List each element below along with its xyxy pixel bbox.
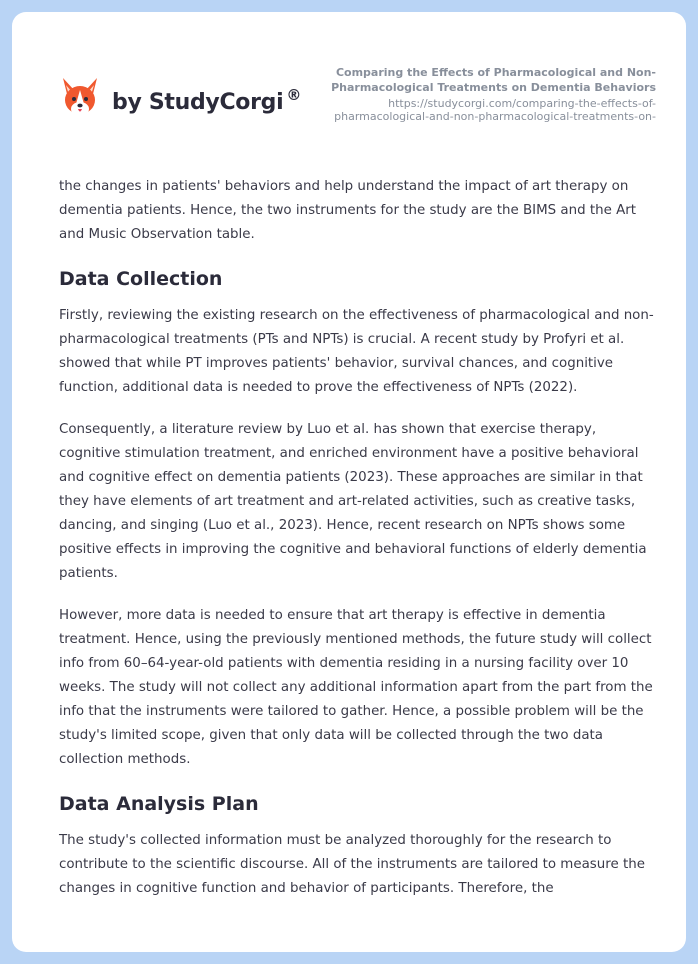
document-title: Comparing the Effects of Pharmacological and Non-Pharmacological Treatments on Dementia Behaviors [331, 66, 656, 94]
brand-name [112, 85, 302, 115]
document-page [12, 12, 686, 952]
brand-text: by StudyCorgi [112, 89, 284, 115]
paragraph-data-analysis-1: The study's collected information must be analyzed thoroughly for the research to contribute to the scientific discourse. All of the instruments are tailored to measure the changes in cognitive function and behavior of participants. Therefore, the [59, 833, 645, 896]
registered-mark: ® [286, 85, 302, 104]
document-reference [326, 66, 656, 123]
paragraph-data-collection-2: Consequently, a literature review by Luo et al. has shown that exercise therapy, cognitive stimulation treatment, and enriched environment have a positive behavioral and cognitive effect on dementia patients (2023). These approaches are similar in that they have elements of art treatment and art-related activities, such as creative tasks, dancing, and singing (Luo et al., 2023). Hence, recent research on NPTs shows some positive effects in improving the cognitive and behavioral functions of elderly dementia patients. [59, 422, 647, 581]
paragraph-data-collection-3: However, more data is needed to ensure that art therapy is effective in dementia treatment. Hence, using the previously mentioned methods, the future study will collect info from 60–64-year-old patients with dementia residing in a nursing facility over 10 weeks. The study will not collect any additional information apart from the part from the info that the instruments were tailored to gather. Hence, a possible problem will be the study's limited scope, given that only data will be collected through the two data collection methods. [59, 608, 653, 767]
studycorgi-logo[interactable] [60, 76, 301, 120]
document-body [59, 175, 659, 919]
paragraph-intro: the changes in patients' behaviors and help understand the impact of art therapy on dementia patients. Hence, the two instruments for the study are the BIMS and the Art and Music Observation table. [59, 179, 637, 242]
paragraph-data-collection-1: Firstly, reviewing the existing research on the effectiveness of pharmacological and non-pharmacological treatments (PTs and NPTs) is crucial. A recent study by Profyri et al. showed that while PT improves patients' behavior, survival chances, and cognitive function, additional data is needed to prove the effectiveness of NPTs (2022). [59, 308, 654, 395]
heading-data-collection: Data Collection [59, 268, 223, 290]
document-url[interactable]: https://studycorgi.com/comparing-the-effects-of-pharmacological-and-non-pharmacological-treatments-on- [334, 97, 656, 123]
corgi-logo-icon [60, 76, 100, 120]
heading-data-analysis-plan: Data Analysis Plan [59, 793, 259, 815]
